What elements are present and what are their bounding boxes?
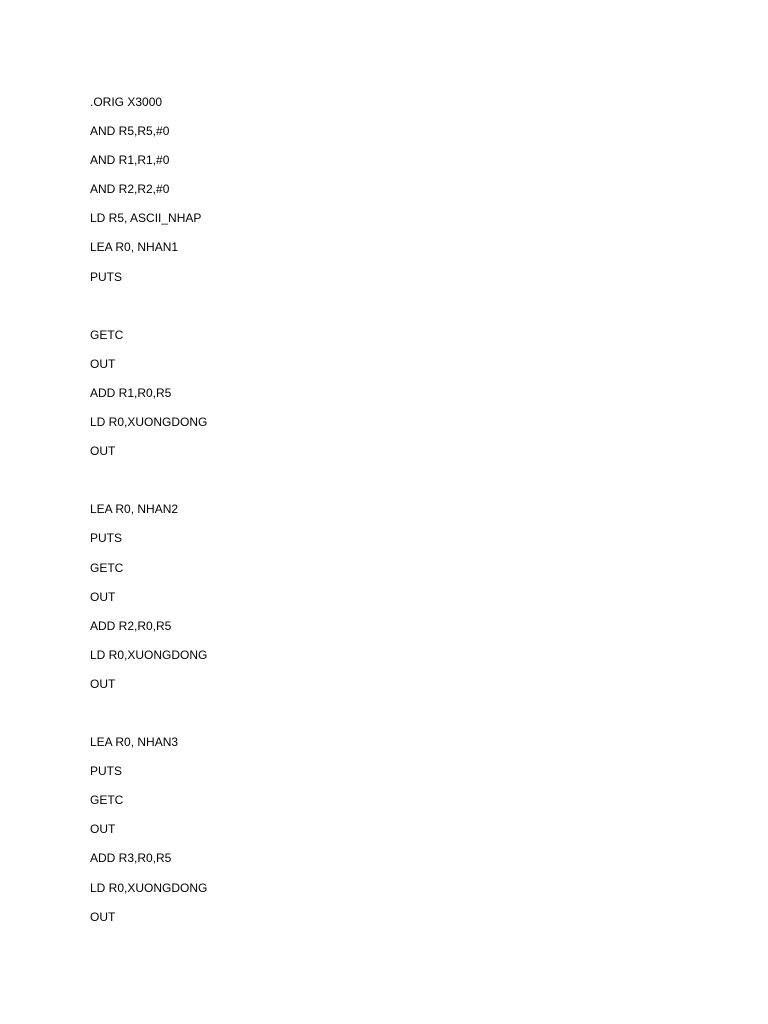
code-line: OUT — [90, 822, 116, 837]
code-line: LD R5, ASCII_NHAP — [90, 211, 202, 226]
code-line: .ORIG X3000 — [90, 95, 163, 109]
code-line: AND R5,R5,#0 — [90, 124, 170, 139]
code-line: PUTS — [90, 531, 123, 546]
blank-line — [90, 471, 207, 500]
code-line: LEA R0, NHAN1 — [90, 240, 179, 255]
code-line: OUT — [90, 444, 116, 459]
code-line: LD R0,XUONGDONG — [90, 415, 208, 430]
code-line: GETC — [90, 560, 124, 575]
code-line: GETC — [90, 793, 124, 808]
code-line: LEA R0, NHAN2 — [90, 502, 179, 517]
code-line: OUT — [90, 589, 116, 604]
code-line: LD R0,XUONGDONG — [90, 647, 208, 662]
code-line: GETC — [90, 327, 124, 342]
code-line: ADD R2,R0,R5 — [90, 618, 172, 633]
blank-line — [90, 704, 207, 733]
code-line: OUT — [90, 356, 116, 371]
blank-line — [90, 297, 207, 326]
code-line: ADD R3,R0,R5 — [90, 851, 172, 866]
assembly-code-block — [90, 93, 207, 937]
code-line: AND R1,R1,#0 — [90, 153, 170, 168]
code-line: OUT — [90, 909, 116, 924]
code-line: LEA R0, NHAN3 — [90, 735, 179, 750]
code-line: LD R0,XUONGDONG — [90, 880, 208, 895]
code-line: OUT — [90, 676, 116, 691]
code-line: AND R2,R2,#0 — [90, 182, 170, 197]
code-line: PUTS — [90, 269, 123, 284]
code-line: ADD R1,R0,R5 — [90, 385, 172, 400]
code-line: PUTS — [90, 764, 123, 779]
